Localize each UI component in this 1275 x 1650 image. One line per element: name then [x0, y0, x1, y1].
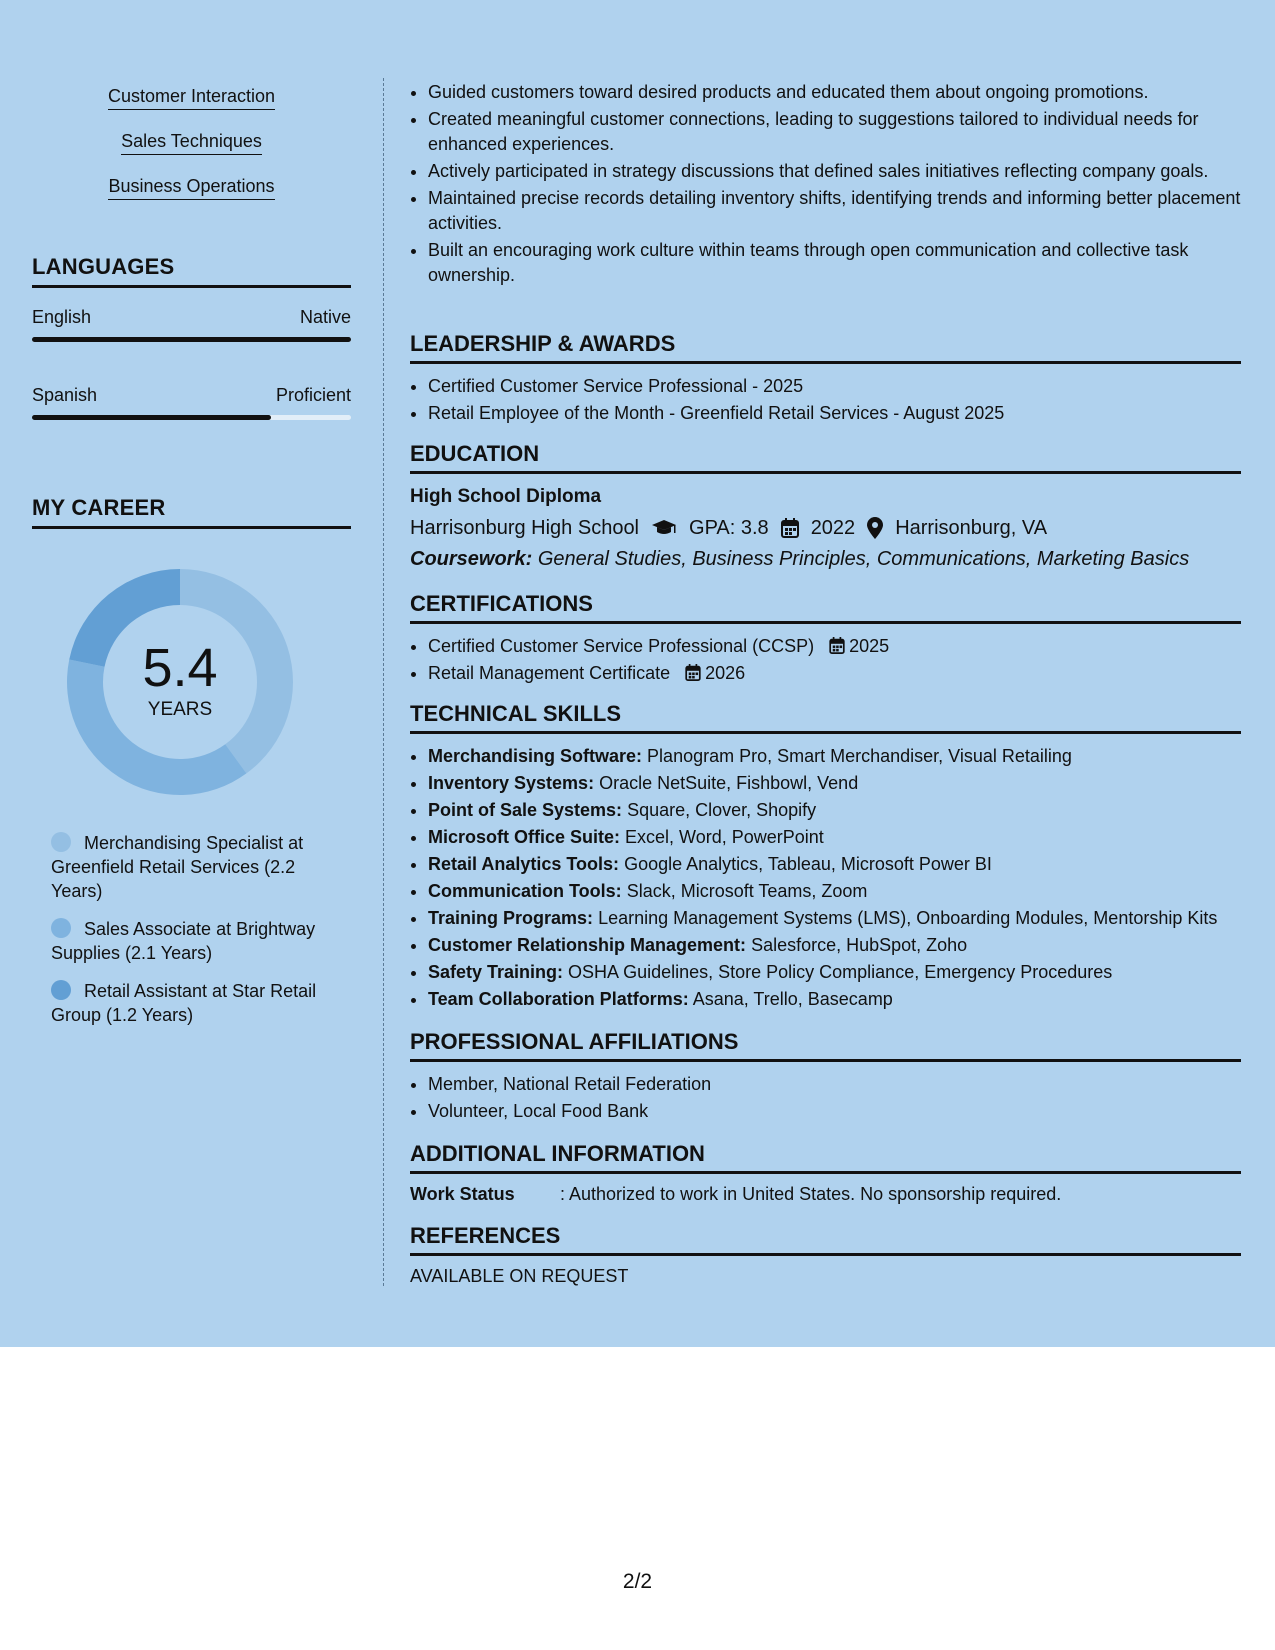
page-number: 2/2 [622, 1570, 653, 1593]
education-location: Harrisonburg, VA [895, 517, 1048, 539]
skill-item [428, 852, 1241, 877]
certifications-title: CERTIFICATIONS [410, 590, 1241, 624]
leadership-item: • Certified Customer Service Professional - 2025 [428, 374, 1241, 399]
skill-label: Team Collaboration Platforms: [428, 989, 689, 1009]
skill-label: Communication Tools: [428, 881, 622, 901]
references-section [410, 1222, 1241, 1287]
career-unit: YEARS [147, 699, 213, 720]
skill-label: Training Programs: [428, 908, 594, 928]
experience-bullet: • Maintained precise records detailing inventory shifts, identifying trends and informing better placement activities. [428, 186, 1241, 236]
skill-item [428, 879, 1241, 904]
calendar-icon [685, 664, 701, 681]
skill-value: Google Analytics, Tableau, Microsoft Power BI [624, 854, 992, 874]
education-section [410, 440, 1241, 573]
certification-name: Retail Management Certificate [428, 663, 671, 683]
career-legend-item [32, 917, 351, 965]
education-degree: High School Diploma [410, 486, 602, 507]
experience-bullet: • Guided customers toward desired products and educated them about ongoing promotions. [428, 80, 1241, 105]
language-level: Proficient [275, 385, 351, 405]
skill-value: Salesforce, HubSpot, Zoho [751, 935, 968, 955]
skill-item [428, 933, 1241, 958]
language-bar-fill [32, 415, 271, 420]
affiliations-section [410, 1028, 1241, 1126]
skill-value: Excel, Word, PowerPoint [625, 827, 824, 847]
leadership-item: • Retail Employee of the Month - Greenfield Retail Services - August 2025 [428, 401, 1241, 426]
skill-item [428, 960, 1241, 985]
education-title: EDUCATION [410, 440, 1241, 474]
skill-value: Square, Clover, Shopify [627, 800, 817, 820]
career-legend-text: Sales Associate at Brightway Supplies (2.1 Years) [51, 919, 316, 963]
skill-item [428, 987, 1241, 1012]
career-legend-item [32, 831, 351, 903]
language-bar [32, 415, 351, 420]
skill-value: Oracle NetSuite, Fishbowl, Vend [599, 773, 859, 793]
strength-item: Sales Techniques [121, 129, 262, 155]
certifications-section [410, 590, 1241, 688]
strength-item: Business Operations [108, 174, 274, 200]
skill-value: Asana, Trello, Basecamp [692, 989, 893, 1009]
experience-bullet: • Actively participated in strategy discussions that defined sales initiatives reflecting company goals. [428, 159, 1241, 184]
experience-bullets [410, 80, 1241, 290]
education-school: Harrisonburg High School [410, 517, 640, 539]
career-donut [65, 567, 295, 797]
career-legend [32, 831, 351, 1027]
skill-item [428, 906, 1241, 931]
affiliation-item: • Volunteer, Local Food Bank [428, 1099, 1241, 1124]
skill-label: Microsoft Office Suite: [428, 827, 621, 847]
skill-label: Safety Training: [428, 962, 564, 982]
strength-item: Customer Interaction [108, 84, 275, 110]
language-level: Native [299, 307, 351, 327]
skill-item [428, 798, 1241, 823]
skill-item [428, 771, 1241, 796]
certification-year: 2026 [705, 663, 746, 683]
additional-info-section [410, 1140, 1241, 1205]
additional-info-title: ADDITIONAL INFORMATION [410, 1140, 1241, 1174]
education-coursework [410, 545, 1241, 573]
certification-item [428, 634, 1241, 659]
leadership-section [410, 330, 1241, 428]
experience-bullet: • Built an encouraging work culture within teams through open communication and collective task ownership. [428, 238, 1241, 288]
legend-dot [51, 980, 71, 1000]
skill-label: Merchandising Software: [428, 746, 643, 766]
work-status-row [410, 1184, 1241, 1205]
career-legend-text: Merchandising Specialist at Greenfield Retail Services (2.2 Years) [51, 833, 304, 901]
affiliations-title: PROFESSIONAL AFFILIATIONS [410, 1028, 1241, 1062]
skill-value: Planogram Pro, Smart Merchandiser, Visual Retailing [647, 746, 1072, 766]
experience-bullet: • Created meaningful customer connections, leading to suggestions tailored to individual needs for enhanced experiences. [428, 107, 1241, 157]
skill-value: OSHA Guidelines, Store Policy Compliance, Emergency Procedures [568, 962, 1113, 982]
calendar-icon [781, 518, 799, 538]
leadership-title: LEADERSHIP & AWARDS [410, 330, 1241, 364]
language-row [32, 307, 351, 328]
language-row [32, 385, 351, 406]
coursework-label: Coursework: [410, 548, 533, 570]
language-name: Spanish [32, 385, 98, 405]
language-bar [32, 337, 351, 342]
graduation-cap-icon [651, 519, 677, 537]
affiliation-item: • Member, National Retail Federation [428, 1072, 1241, 1097]
skill-item [428, 825, 1241, 850]
references-title: REFERENCES [410, 1222, 1241, 1256]
language-name: English [32, 307, 92, 327]
education-gpa: GPA: 3.8 [689, 517, 769, 539]
skill-value: Slack, Microsoft Teams, Zoom [626, 881, 868, 901]
languages-title: LANGUAGES [32, 254, 351, 288]
technical-skills-title: TECHNICAL SKILLS [410, 700, 1241, 734]
legend-dot [51, 918, 71, 938]
career-legend-item [32, 979, 351, 1027]
work-status-value: : Authorized to work in United States. No sponsorship required. [560, 1184, 1062, 1204]
column-divider [383, 78, 384, 1286]
languages-section [32, 254, 351, 420]
career-title: MY CAREER [32, 495, 351, 529]
coursework-text: General Studies, Business Principles, Communications, Marketing Basics [537, 548, 1190, 570]
legend-dot [51, 832, 71, 852]
skill-item [428, 744, 1241, 769]
career-legend-text: Retail Assistant at Star Retail Group (1.2 Years) [51, 981, 317, 1025]
skill-label: Retail Analytics Tools: [428, 854, 620, 874]
skill-label: Inventory Systems: [428, 773, 595, 793]
certification-item [428, 661, 1241, 686]
strengths-list [32, 84, 351, 219]
education-year: 2022 [810, 517, 856, 539]
education-details [410, 514, 1241, 542]
skill-label: Customer Relationship Management: [428, 935, 747, 955]
certification-year: 2025 [849, 636, 890, 656]
skill-label: Point of Sale Systems: [428, 800, 623, 820]
career-section [32, 495, 351, 1041]
references-text: AVAILABLE ON REQUEST [410, 1266, 629, 1286]
career-total: 5.4 [142, 638, 218, 698]
language-bar-fill [32, 337, 351, 342]
location-pin-icon [867, 517, 883, 539]
skill-value: Learning Management Systems (LMS), Onboarding Modules, Mentorship Kits [598, 908, 1218, 928]
calendar-icon [829, 637, 845, 654]
certification-name: Certified Customer Service Professional (CCSP) [428, 636, 815, 656]
technical-skills-section [410, 700, 1241, 1014]
work-status-label: Work Status [410, 1184, 515, 1204]
